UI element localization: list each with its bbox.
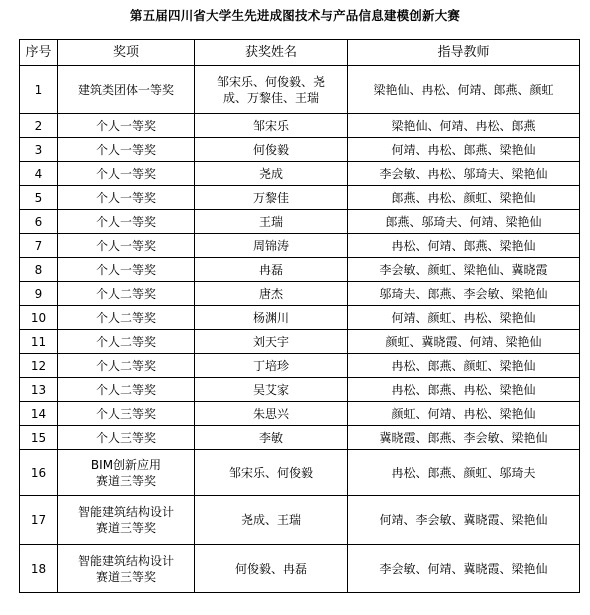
cell-award: 个人二等奖 bbox=[58, 282, 195, 306]
award-line-2: 赛道三等奖 bbox=[95, 569, 156, 584]
cell-advisor: 郎燕、冉松、颜虹、梁艳仙 bbox=[348, 186, 580, 210]
cell-index: 8 bbox=[20, 258, 58, 282]
cell-advisor: 冉松、郎燕、颜虹、梁艳仙 bbox=[348, 354, 580, 378]
cell-winner-name: 尧成 bbox=[195, 162, 348, 186]
table-row bbox=[20, 66, 580, 114]
table-row bbox=[20, 138, 580, 162]
cell-winner-name: 李敏 bbox=[195, 426, 348, 450]
cell-index: 3 bbox=[20, 138, 58, 162]
cell-winner-name: 吴艾家 bbox=[195, 378, 348, 402]
cell-advisor: 颜虹、冀晓霞、何靖、梁艳仙 bbox=[348, 330, 580, 354]
cell-advisor: 冀晓霞、郎燕、李会敏、梁艳仙 bbox=[348, 426, 580, 450]
cell-advisor: 郎燕、邬琦夫、何靖、梁艳仙 bbox=[348, 210, 580, 234]
cell-advisor: 李会敏、冉松、邬琦夫、梁艳仙 bbox=[348, 162, 580, 186]
cell-award: 建筑类团体一等奖 bbox=[58, 66, 195, 114]
cell-award: 个人三等奖 bbox=[58, 402, 195, 426]
cell-winner-name: 何俊毅、冉磊 bbox=[195, 545, 348, 593]
cell-winner-name: 杨渊川 bbox=[195, 306, 348, 330]
cell-winner-name: 周锦涛 bbox=[195, 234, 348, 258]
cell-index: 10 bbox=[20, 306, 58, 330]
award-line-2: 赛道三等奖 bbox=[95, 473, 156, 488]
cell-index: 15 bbox=[20, 426, 58, 450]
cell-index: 14 bbox=[20, 402, 58, 426]
table-row bbox=[20, 450, 580, 496]
cell-award: 个人一等奖 bbox=[58, 234, 195, 258]
cell-index: 18 bbox=[20, 545, 58, 593]
table-row bbox=[20, 354, 580, 378]
cell-index: 12 bbox=[20, 354, 58, 378]
cell-index: 4 bbox=[20, 162, 58, 186]
cell-award: 个人二等奖 bbox=[58, 378, 195, 402]
cell-advisor: 冉松、郎燕、冉松、梁艳仙 bbox=[348, 378, 580, 402]
cell-award: 个人二等奖 bbox=[58, 330, 195, 354]
cell-award: 个人一等奖 bbox=[58, 258, 195, 282]
cell-index: 9 bbox=[20, 282, 58, 306]
cell-index: 2 bbox=[20, 114, 58, 138]
table-row bbox=[20, 234, 580, 258]
table-row bbox=[20, 258, 580, 282]
table-row bbox=[20, 114, 580, 138]
header-award: 奖项 bbox=[58, 40, 195, 66]
cell-award: 个人一等奖 bbox=[58, 162, 195, 186]
table-row bbox=[20, 306, 580, 330]
table-row bbox=[20, 282, 580, 306]
cell-award: 个人一等奖 bbox=[58, 210, 195, 234]
cell-award bbox=[58, 496, 195, 545]
cell-winner-name: 邹宋乐 bbox=[195, 114, 348, 138]
cell-winner-name: 尧成、王瑞 bbox=[195, 496, 348, 545]
cell-winner-name: 万黎佳 bbox=[195, 186, 348, 210]
cell-index: 13 bbox=[20, 378, 58, 402]
cell-winner-name: 冉磊 bbox=[195, 258, 348, 282]
cell-winner-name: 朱思兴 bbox=[195, 402, 348, 426]
table-header-row bbox=[20, 40, 580, 66]
table-row bbox=[20, 186, 580, 210]
table-row bbox=[20, 378, 580, 402]
cell-award bbox=[58, 545, 195, 593]
cell-winner-name: 丁培珍 bbox=[195, 354, 348, 378]
cell-index: 11 bbox=[20, 330, 58, 354]
award-line-2: 赛道三等奖 bbox=[95, 521, 156, 535]
table-row bbox=[20, 496, 580, 545]
cell-award: 个人一等奖 bbox=[58, 186, 195, 210]
cell-index: 16 bbox=[20, 450, 58, 496]
header-advisor: 指导教师 bbox=[348, 40, 580, 66]
cell-advisor: 梁艳仙、冉松、何靖、郎燕、颜虹 bbox=[348, 66, 580, 114]
table-row bbox=[20, 545, 580, 593]
cell-award bbox=[58, 450, 195, 496]
table-row bbox=[20, 330, 580, 354]
cell-award: 个人一等奖 bbox=[58, 114, 195, 138]
header-index: 序号 bbox=[20, 40, 58, 66]
cell-award: 个人一等奖 bbox=[58, 138, 195, 162]
cell-winner-name: 邹宋乐、何俊毅 bbox=[195, 450, 348, 496]
cell-advisor: 李会敏、何靖、冀晓霞、梁艳仙 bbox=[348, 545, 580, 593]
cell-advisor: 何靖、冉松、郎燕、梁艳仙 bbox=[348, 138, 580, 162]
cell-advisor: 冉松、何靖、郎燕、梁艳仙 bbox=[348, 234, 580, 258]
cell-advisor: 邬琦夫、郎燕、李会敏、梁艳仙 bbox=[348, 282, 580, 306]
cell-award: 个人二等奖 bbox=[58, 354, 195, 378]
cell-winner-name: 王瑞 bbox=[195, 210, 348, 234]
cell-winner-name: 唐杰 bbox=[195, 282, 348, 306]
awards-table bbox=[19, 39, 580, 593]
cell-advisor: 何靖、颜虹、冉松、梁艳仙 bbox=[348, 306, 580, 330]
cell-index: 5 bbox=[20, 186, 58, 210]
cell-advisor: 李会敏、颜虹、梁艳仙、冀晓霞 bbox=[348, 258, 580, 282]
cell-advisor: 颜虹、何靖、冉松、梁艳仙 bbox=[348, 402, 580, 426]
header-winner-name: 获奖姓名 bbox=[195, 40, 348, 66]
cell-award: 个人二等奖 bbox=[58, 306, 195, 330]
cell-advisor: 梁艳仙、何靖、冉松、郎燕 bbox=[348, 114, 580, 138]
cell-index: 17 bbox=[20, 496, 58, 545]
award-line-1: BIM创新应用 bbox=[90, 457, 162, 472]
document-title: 第五届四川省大学生先进成图技术与产品信息建模创新大赛 bbox=[129, 8, 461, 23]
cell-index: 6 bbox=[20, 210, 58, 234]
table-row bbox=[20, 210, 580, 234]
cell-index: 1 bbox=[20, 66, 58, 114]
award-line-1: 智能建筑结构设计 bbox=[77, 505, 174, 519]
table-row bbox=[20, 162, 580, 186]
cell-winner-name: 何俊毅 bbox=[195, 138, 348, 162]
cell-advisor: 冉松、郎燕、颜虹、邬琦夫 bbox=[348, 450, 580, 496]
cell-award: 个人三等奖 bbox=[58, 426, 195, 450]
cell-winner-name: 刘天宇 bbox=[195, 330, 348, 354]
award-line-1: 智能建筑结构设计 bbox=[77, 553, 174, 568]
table-row bbox=[20, 402, 580, 426]
cell-index: 7 bbox=[20, 234, 58, 258]
table-row bbox=[20, 426, 580, 450]
cell-winner-name: 邹宋乐、何俊毅、尧成、万黎佳、王瑞 bbox=[195, 66, 348, 114]
cell-advisor: 何靖、李会敏、冀晓霞、梁艳仙 bbox=[348, 496, 580, 545]
